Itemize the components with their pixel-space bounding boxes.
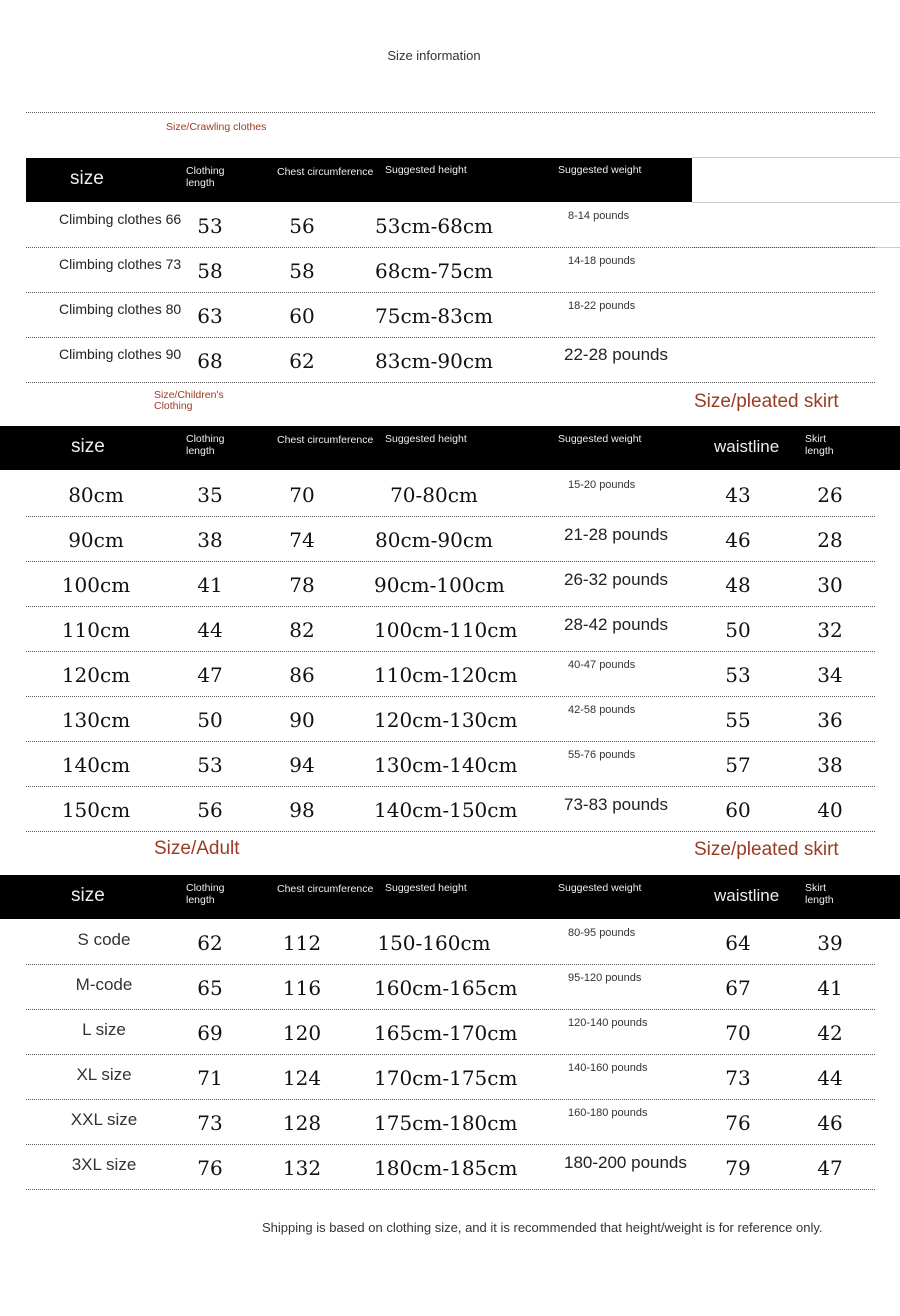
cell-height: 120cm-130cm (374, 708, 518, 732)
cell-waist: 43 (725, 483, 751, 507)
cell-chest: 82 (289, 618, 315, 642)
cell-weight: 28-42 pounds (564, 615, 668, 634)
table-row (26, 1145, 875, 1190)
cell-chest: 116 (282, 976, 322, 1000)
cell-height: 80cm-90cm (375, 528, 493, 552)
cell-waist: 64 (725, 931, 751, 955)
cell-length: 53 (197, 214, 223, 238)
cell-weight: 8-14 pounds (568, 210, 630, 222)
cell-chest: 78 (289, 573, 315, 597)
cell-waist: 67 (725, 976, 751, 1000)
cell-height: 53cm-68cm (375, 214, 493, 238)
cell-size: XL size (76, 1065, 132, 1084)
table-header-children (0, 426, 900, 470)
cell-height: 130cm-140cm (374, 753, 518, 777)
cell-skirt: 46 (817, 1111, 843, 1135)
cell-size: M-code (75, 975, 133, 994)
table-row (26, 652, 875, 697)
cell-size: 120cm (61, 663, 131, 687)
cell-size: 150cm (61, 798, 131, 822)
cell-weight: 42-58 pounds (568, 704, 636, 716)
section-label-skirt: Size/pleated skirt (694, 391, 839, 412)
header-height: Suggested height (385, 164, 467, 176)
cell-weight: 120-140 pounds (568, 1017, 648, 1029)
header-chest: Chest circumference (277, 166, 374, 178)
table-row (26, 787, 875, 832)
section-label-adult: Size/Adult (154, 838, 240, 859)
table-header-adult (0, 875, 900, 919)
cell-waist: 55 (725, 708, 751, 732)
cell-skirt: 47 (817, 1156, 843, 1180)
cell-size: XXL size (70, 1110, 138, 1129)
cell-skirt: 34 (817, 663, 843, 687)
cell-waist: 53 (725, 663, 751, 687)
header-size: size (71, 436, 105, 457)
cell-skirt: 26 (817, 483, 843, 507)
header-weight: Suggested weight (558, 164, 642, 176)
row-divider (26, 831, 875, 832)
cell-height: 165cm-170cm (374, 1021, 518, 1045)
cell-chest: 62 (289, 349, 315, 373)
cell-weight: 14-18 pounds (568, 255, 636, 267)
shipping-note: Shipping is based on clothing size, and it is recommended that height/weight is for reference only. (262, 1220, 823, 1235)
divider (26, 112, 875, 113)
cell-weight: 80-95 pounds (568, 927, 636, 939)
cell-length: 35 (197, 483, 223, 507)
cell-size: Climbing clothes 90 (59, 346, 182, 362)
table-header-crawling (26, 158, 692, 202)
cell-length: 53 (197, 753, 223, 777)
cell-chest: 74 (289, 528, 315, 552)
cell-size: 3XL size (71, 1155, 137, 1174)
cell-chest: 70 (289, 483, 315, 507)
cell-skirt: 42 (817, 1021, 843, 1045)
cell-length: 44 (197, 618, 223, 642)
page-title: Size information (387, 48, 481, 63)
table-row (26, 1010, 875, 1055)
cell-weight: 55-76 pounds (568, 749, 636, 761)
cell-weight: 22-28 pounds (564, 345, 668, 364)
cell-height: 100cm-110cm (374, 618, 518, 642)
header-chest: Chest circumference (277, 434, 374, 446)
cell-waist: 76 (725, 1111, 751, 1135)
cell-chest: 120 (282, 1021, 322, 1045)
cell-size: Climbing clothes 66 (59, 211, 182, 227)
cell-length: 47 (197, 663, 223, 687)
table-row (26, 472, 875, 517)
row-divider (26, 1189, 875, 1190)
cell-size: 90cm (68, 528, 124, 552)
table-row (26, 920, 875, 965)
cell-size: 80cm (68, 483, 124, 507)
cell-length: 62 (197, 931, 223, 955)
header-skirt: Skirt length (805, 882, 834, 906)
cell-waist: 70 (725, 1021, 751, 1045)
cell-height: 170cm-175cm (374, 1066, 518, 1090)
cell-length: 50 (197, 708, 223, 732)
cell-size: Climbing clothes 73 (59, 256, 182, 272)
header-size: size (70, 168, 104, 189)
cell-skirt: 30 (817, 573, 843, 597)
cell-waist: 46 (725, 528, 751, 552)
cell-skirt: 36 (817, 708, 843, 732)
cell-size: Climbing clothes 80 (59, 301, 182, 317)
cell-skirt: 44 (817, 1066, 843, 1090)
cell-weight: 140-160 pounds (568, 1062, 648, 1074)
table-row (26, 965, 875, 1010)
cell-skirt: 39 (817, 931, 843, 955)
header-skirt: Skirt length (805, 433, 834, 457)
cell-weight: 40-47 pounds (568, 659, 636, 671)
cell-weight: 95-120 pounds (568, 972, 642, 984)
cell-chest: 58 (289, 259, 315, 283)
cell-height: 68cm-75cm (375, 259, 493, 283)
cell-length: 63 (197, 304, 223, 328)
cell-length: 76 (197, 1156, 223, 1180)
header-chest: Chest circumference (277, 883, 374, 895)
header-height: Suggested height (385, 882, 467, 894)
header-weight: Suggested weight (558, 882, 642, 894)
cell-skirt: 38 (817, 753, 843, 777)
section-label-skirt: Size/pleated skirt (694, 839, 839, 860)
cell-waist: 60 (725, 798, 751, 822)
cell-length: 38 (197, 528, 223, 552)
cell-length: 56 (197, 798, 223, 822)
cell-skirt: 32 (817, 618, 843, 642)
table-row (26, 517, 875, 562)
table-row (26, 607, 875, 652)
header-weight: Suggested weight (558, 433, 642, 445)
cell-height: 75cm-83cm (375, 304, 493, 328)
cell-chest: 128 (282, 1111, 322, 1135)
table-row (26, 338, 875, 383)
cell-size: S code (77, 930, 131, 949)
table-row (26, 742, 875, 787)
cell-height: 90cm-100cm (374, 573, 505, 597)
cell-length: 65 (197, 976, 223, 1000)
cell-weight: 15-20 pounds (568, 479, 636, 491)
table-row (26, 697, 875, 742)
cell-waist: 73 (725, 1066, 751, 1090)
table-row (26, 562, 875, 607)
table-row (26, 203, 875, 248)
cell-size: 100cm (61, 573, 131, 597)
cell-length: 69 (197, 1021, 223, 1045)
cell-height: 180cm-185cm (374, 1156, 518, 1180)
cell-weight: 21-28 pounds (564, 525, 668, 544)
cell-weight: 26-32 pounds (564, 570, 668, 589)
cell-skirt: 28 (817, 528, 843, 552)
cell-chest: 94 (289, 753, 315, 777)
cell-size: 140cm (61, 753, 131, 777)
cell-length: 71 (197, 1066, 223, 1090)
cell-waist: 79 (725, 1156, 751, 1180)
cell-weight: 18-22 pounds (568, 300, 636, 312)
cell-chest: 112 (282, 931, 322, 955)
cell-length: 41 (197, 573, 223, 597)
cell-skirt: 40 (817, 798, 843, 822)
header-clothing-length: Clothing length (186, 433, 225, 457)
cell-length: 73 (197, 1111, 223, 1135)
cell-chest: 86 (289, 663, 315, 687)
cell-waist: 50 (725, 618, 751, 642)
cell-height: 160cm-165cm (374, 976, 518, 1000)
table-row (26, 1100, 875, 1145)
header-waist: waistline (714, 437, 780, 456)
header-clothing-length: Clothing length (186, 882, 225, 906)
section-label-crawling: Size/Crawling clothes (166, 121, 267, 133)
cell-height: 70-80cm (390, 483, 478, 507)
table-row (26, 248, 875, 293)
cell-size: L size (82, 1020, 126, 1039)
cell-waist: 48 (725, 573, 751, 597)
cell-chest: 56 (289, 214, 315, 238)
cell-height: 150-160cm (377, 931, 491, 955)
cell-height: 140cm-150cm (374, 798, 518, 822)
row-divider (26, 382, 875, 383)
cell-skirt: 41 (817, 976, 843, 1000)
header-height: Suggested height (385, 433, 467, 445)
header-clothing-length: Clothing length (186, 165, 225, 189)
divider (692, 157, 900, 158)
cell-weight: 73-83 pounds (564, 795, 668, 814)
cell-chest: 90 (289, 708, 315, 732)
cell-weight: 180-200 pounds (564, 1153, 687, 1172)
cell-chest: 132 (282, 1156, 322, 1180)
header-waist: waistline (714, 886, 780, 905)
cell-weight: 160-180 pounds (568, 1107, 648, 1119)
table-row (26, 1055, 875, 1100)
cell-chest: 60 (289, 304, 315, 328)
cell-size: 110cm (61, 618, 131, 642)
cell-length: 68 (197, 349, 223, 373)
header-size: size (71, 885, 105, 906)
cell-chest: 98 (289, 798, 315, 822)
cell-height: 83cm-90cm (375, 349, 493, 373)
cell-chest: 124 (282, 1066, 322, 1090)
cell-length: 58 (197, 259, 223, 283)
table-row (26, 293, 875, 338)
cell-height: 110cm-120cm (374, 663, 518, 687)
cell-height: 175cm-180cm (374, 1111, 518, 1135)
cell-size: 130cm (61, 708, 131, 732)
section-label-children: Size/Children's Clothing (154, 389, 224, 412)
cell-waist: 57 (725, 753, 751, 777)
